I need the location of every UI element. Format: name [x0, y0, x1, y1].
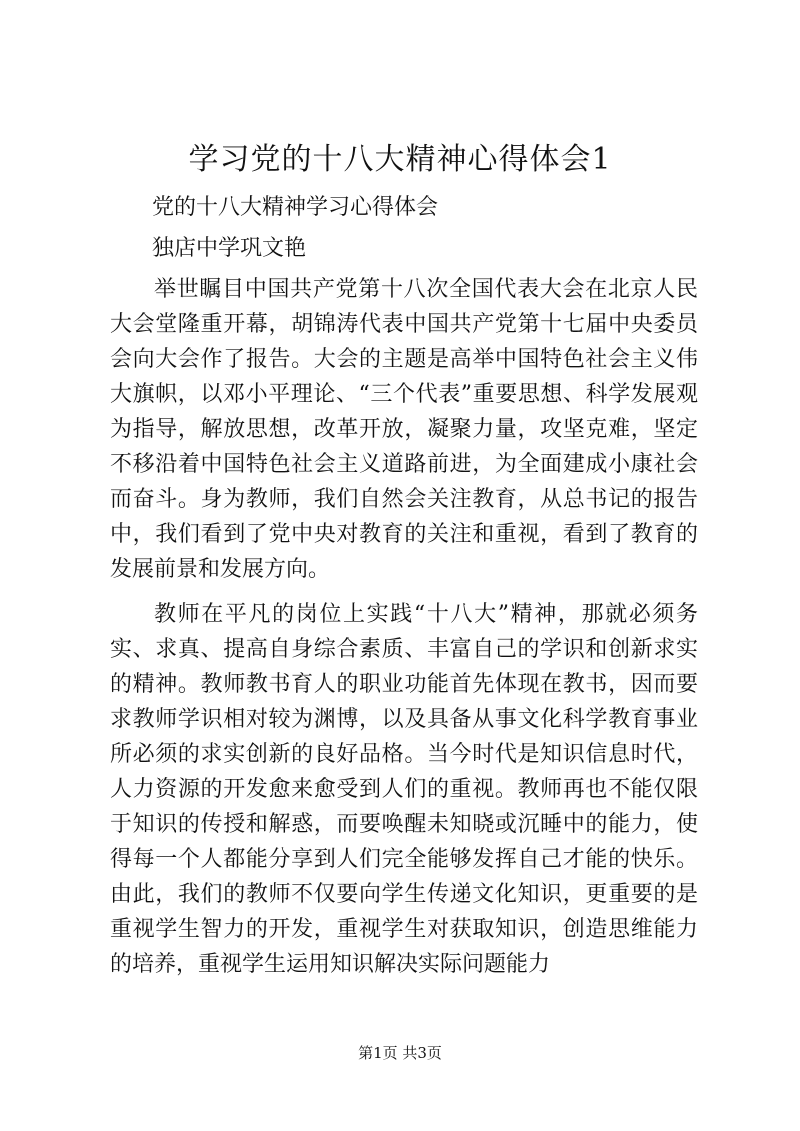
- page-footer: 第1页 共3页: [358, 1044, 442, 1062]
- document-author: 独店中学巩文艳: [152, 236, 307, 261]
- body-paragraph-2: 教师在平凡的岗位上实践“十八大”精神，那就必须务实、求真、提高自身综合素质、丰富自己的学识和创新求实的精神。教师教书育人的职业功能首先体现在教书，因而要求教师学识相对较为渊博，以及具备从事文化科学教育事业所必须的求实创新的良好品格。当今时代是知识信息时代，人力资源的开发愈来愈受到人们的重视。教师再也不能仅限于知识的传授和解惑，而要唤醒未知晓或沉睡中的能力，使得每一个人都能分享到人们完全能够发挥自己才能的快乐。由此，我们的教师不仅要向学生传递文化知识，更重要的是重视学生智力的开发，重视学生对获取知识，创造思维能力的培养，重视学生运用知识解决实际问题能力: [110, 602, 698, 977]
- document-title: 学习党的十八大精神心得体会1: [188, 142, 612, 177]
- body-paragraph-1: 举世瞩目中国共产党第十八次全国代表大会在北京人民大会堂隆重开幕，胡锦涛代表中国共产党第十七届中央委员会向大会作了报告。大会的主题是高举中国特色社会主义伟大旗帜，以邓小平理论、“三个代表”重要思想、科学发展观为指导，解放思想，改革开放，凝聚力量，攻坚克难，坚定不移沿着中国特色社会主义道路前进，为全面建成小康社会而奋斗。身为教师，我们自然会关注教育，从总书记的报告中，我们看到了党中央对教育的关注和重视，看到了教育的发展前景和发展方向。: [110, 277, 698, 582]
- document-subtitle: 党的十八大精神学习心得体会: [152, 195, 439, 220]
